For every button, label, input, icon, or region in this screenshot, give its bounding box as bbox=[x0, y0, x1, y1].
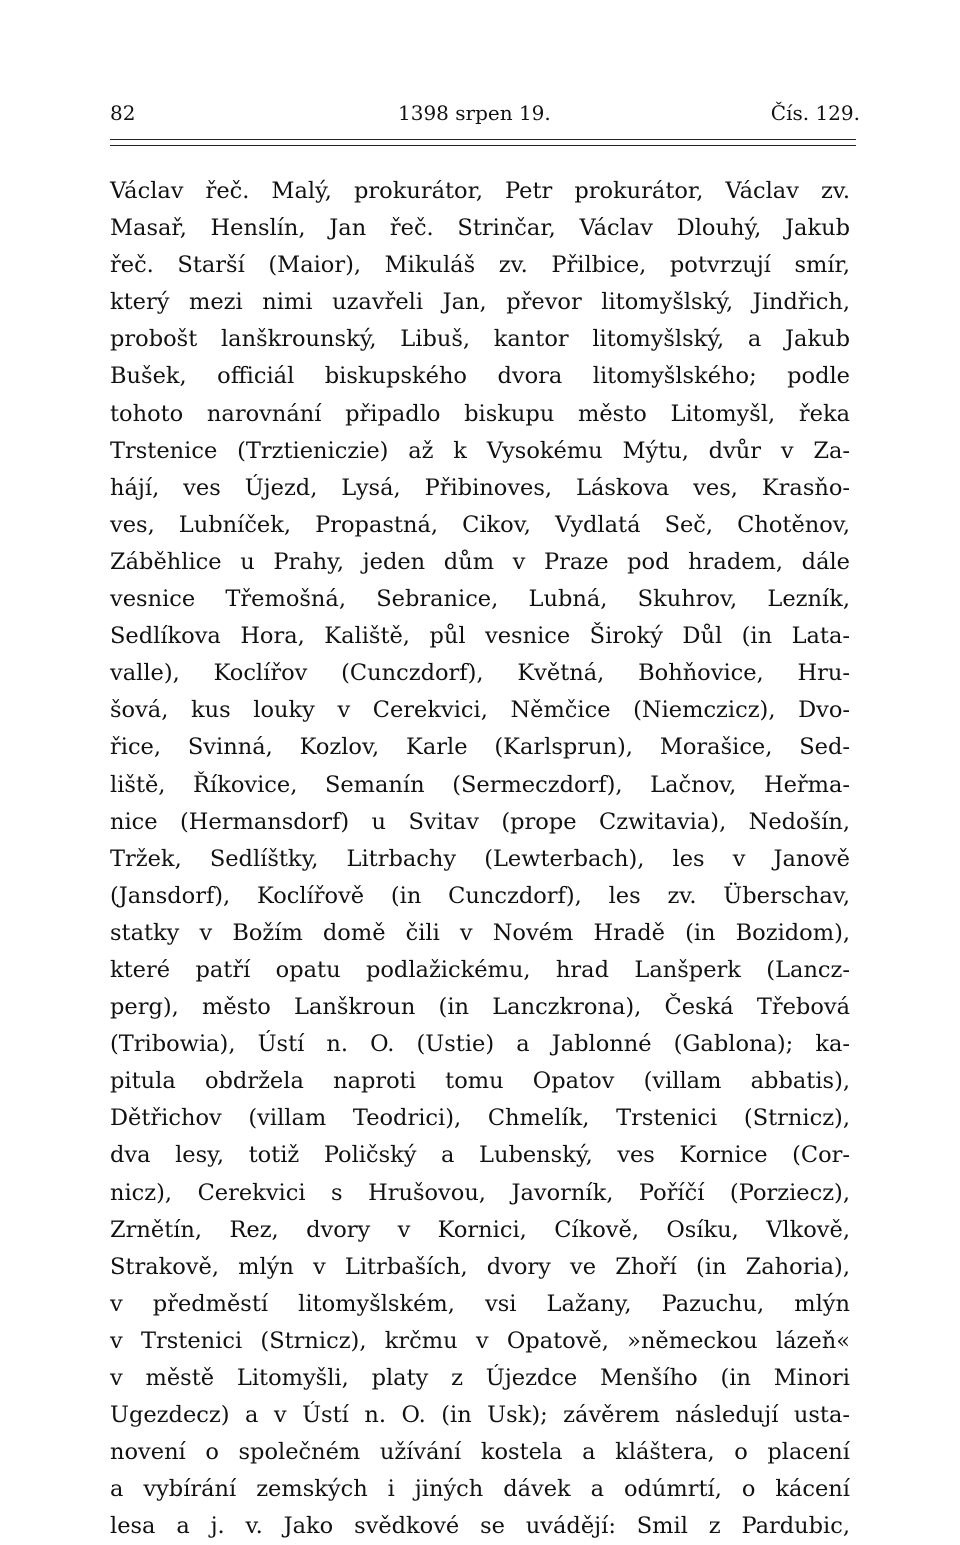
text-line: novení o společném užívání kostela a kláštera, o placení bbox=[110, 1439, 850, 1466]
text-line: ves, Lubníček, Propastná, Cikov, Vydlatá Seč, Chotěnov, bbox=[110, 511, 850, 538]
text-line: v předměstí litomyšlském, vsi Lažany, Pazuchu, mlýn bbox=[110, 1290, 850, 1317]
text-line: nice (Hermansdorf) u Svitav (prope Czwitavia), Nedošín, bbox=[110, 808, 850, 835]
text-line: šová, kus louky v Cerekvici, Němčice (Niemczicz), Dvo- bbox=[110, 697, 850, 724]
text-line: který mezi nimi uzavřeli Jan, převor litomyšlský, Jindřich, bbox=[110, 289, 850, 316]
text-line: probošt lanškrounský, Libuš, kantor litomyšlský, a Jakub bbox=[110, 326, 850, 353]
text-line: v Trstenici (Strnicz), krčmu v Opatově, »německou lázeň« bbox=[110, 1327, 850, 1354]
text-line: v městě Litomyšli, platy z Újezdce Menšího (in Minori bbox=[110, 1365, 850, 1391]
text-line: perg), město Lanškroun (in Lanczkrona), Česká Třebová bbox=[110, 994, 850, 1021]
text-line: Ugezdecz) a v Ústí n. O. (in Usk); závěrem následují usta- bbox=[110, 1402, 850, 1429]
text-line: Bušek, officiál biskupského dvora litomyšlského; podle bbox=[110, 363, 850, 390]
text-line: řice, Svinná, Kozlov, Karle (Karlsprun), Morašice, Sed- bbox=[110, 734, 850, 761]
text-line: Tržek, Sedlíštky, Litrbachy (Lewterbach), les v Janově bbox=[110, 845, 850, 872]
text-line: a vybírání zemských i jiných dávek a odúmrtí, o kácení bbox=[110, 1476, 850, 1503]
text-line: Dětřichov (villam Teodrici), Chmelík, Trstenici (Strnicz), bbox=[110, 1105, 850, 1132]
regest-text bbox=[110, 173, 850, 1545]
text-line: Strakově, mlýn v Litrbaších, dvory ve Zhoří (in Zahoria), bbox=[110, 1253, 850, 1280]
text-line: Masař, Henslín, Jan řeč. Strinčar, Václav Dlouhý, Jakub bbox=[110, 215, 850, 242]
text-line: vesnice Třemošná, Sebranice, Lubná, Skuhrov, Lezník, bbox=[110, 586, 850, 613]
text-line: tohoto narovnání připadlo biskupu město Litomyšl, řeka bbox=[110, 400, 850, 427]
text-line: nicz), Cerekvici s Hrušovou, Javorník, Poříčí (Porziecz), bbox=[110, 1179, 850, 1206]
text-line: statky v Božím domě čili v Novém Hradě (in Bozidom), bbox=[110, 919, 850, 946]
header-rule-bottom bbox=[110, 145, 856, 146]
text-line: dva lesy, totiž Poličský a Lubenský, ves Kornice (Cor- bbox=[110, 1142, 850, 1169]
running-head bbox=[110, 101, 860, 131]
page-number: 82 bbox=[110, 101, 136, 125]
document-date: 1398 srpen 19. bbox=[398, 101, 551, 125]
text-line: které patří opatu podlažickému, hrad Lanšperk (Lancz- bbox=[110, 956, 850, 983]
text-line: liště, Říkovice, Semanín (Sermeczdorf), Lačnov, Heřma- bbox=[110, 771, 850, 798]
text-line: valle), Koclířov (Cunczdorf), Květná, Bohňovice, Hru- bbox=[110, 660, 850, 687]
text-line: Václav řeč. Malý, prokurátor, Petr prokurátor, Václav zv. bbox=[110, 178, 850, 204]
text-line: Záběhlice u Prahy, jeden dům v Praze pod hradem, dále bbox=[110, 548, 850, 575]
header-rule-top bbox=[110, 139, 856, 140]
text-line: (Jansdorf), Koclířově (in Cunczdorf), les zv. Überschav, bbox=[110, 882, 850, 909]
text-line: Trstenice (Trztieniczie) až k Vysokému Mýtu, dvůr v Za- bbox=[110, 437, 850, 464]
document-number: Čís. 129. bbox=[770, 101, 860, 125]
text-line: pitula obdržela naproti tomu Opatov (villam abbatis), bbox=[110, 1068, 850, 1095]
text-line: Zrnětín, Rez, dvory v Kornici, Cíkově, Osíku, Vlkově, bbox=[110, 1216, 850, 1243]
text-line: lesa a j. v. Jako svědkové se uvádějí: Smil z Pardubic, bbox=[110, 1513, 850, 1540]
text-line: (Tribowia), Ústí n. O. (Ustie) a Jablonné (Gablona); ka- bbox=[110, 1031, 850, 1058]
text-line: Sedlíkova Hora, Kaliště, půl vesnice Široký Důl (in Lata- bbox=[110, 623, 850, 650]
text-line: hájí, ves Újezd, Lysá, Přibinoves, Láskova ves, Krasňo- bbox=[110, 474, 850, 501]
text-line: řeč. Starší (Maior), Mikuláš zv. Přilbice, potvrzují smír, bbox=[110, 252, 850, 279]
